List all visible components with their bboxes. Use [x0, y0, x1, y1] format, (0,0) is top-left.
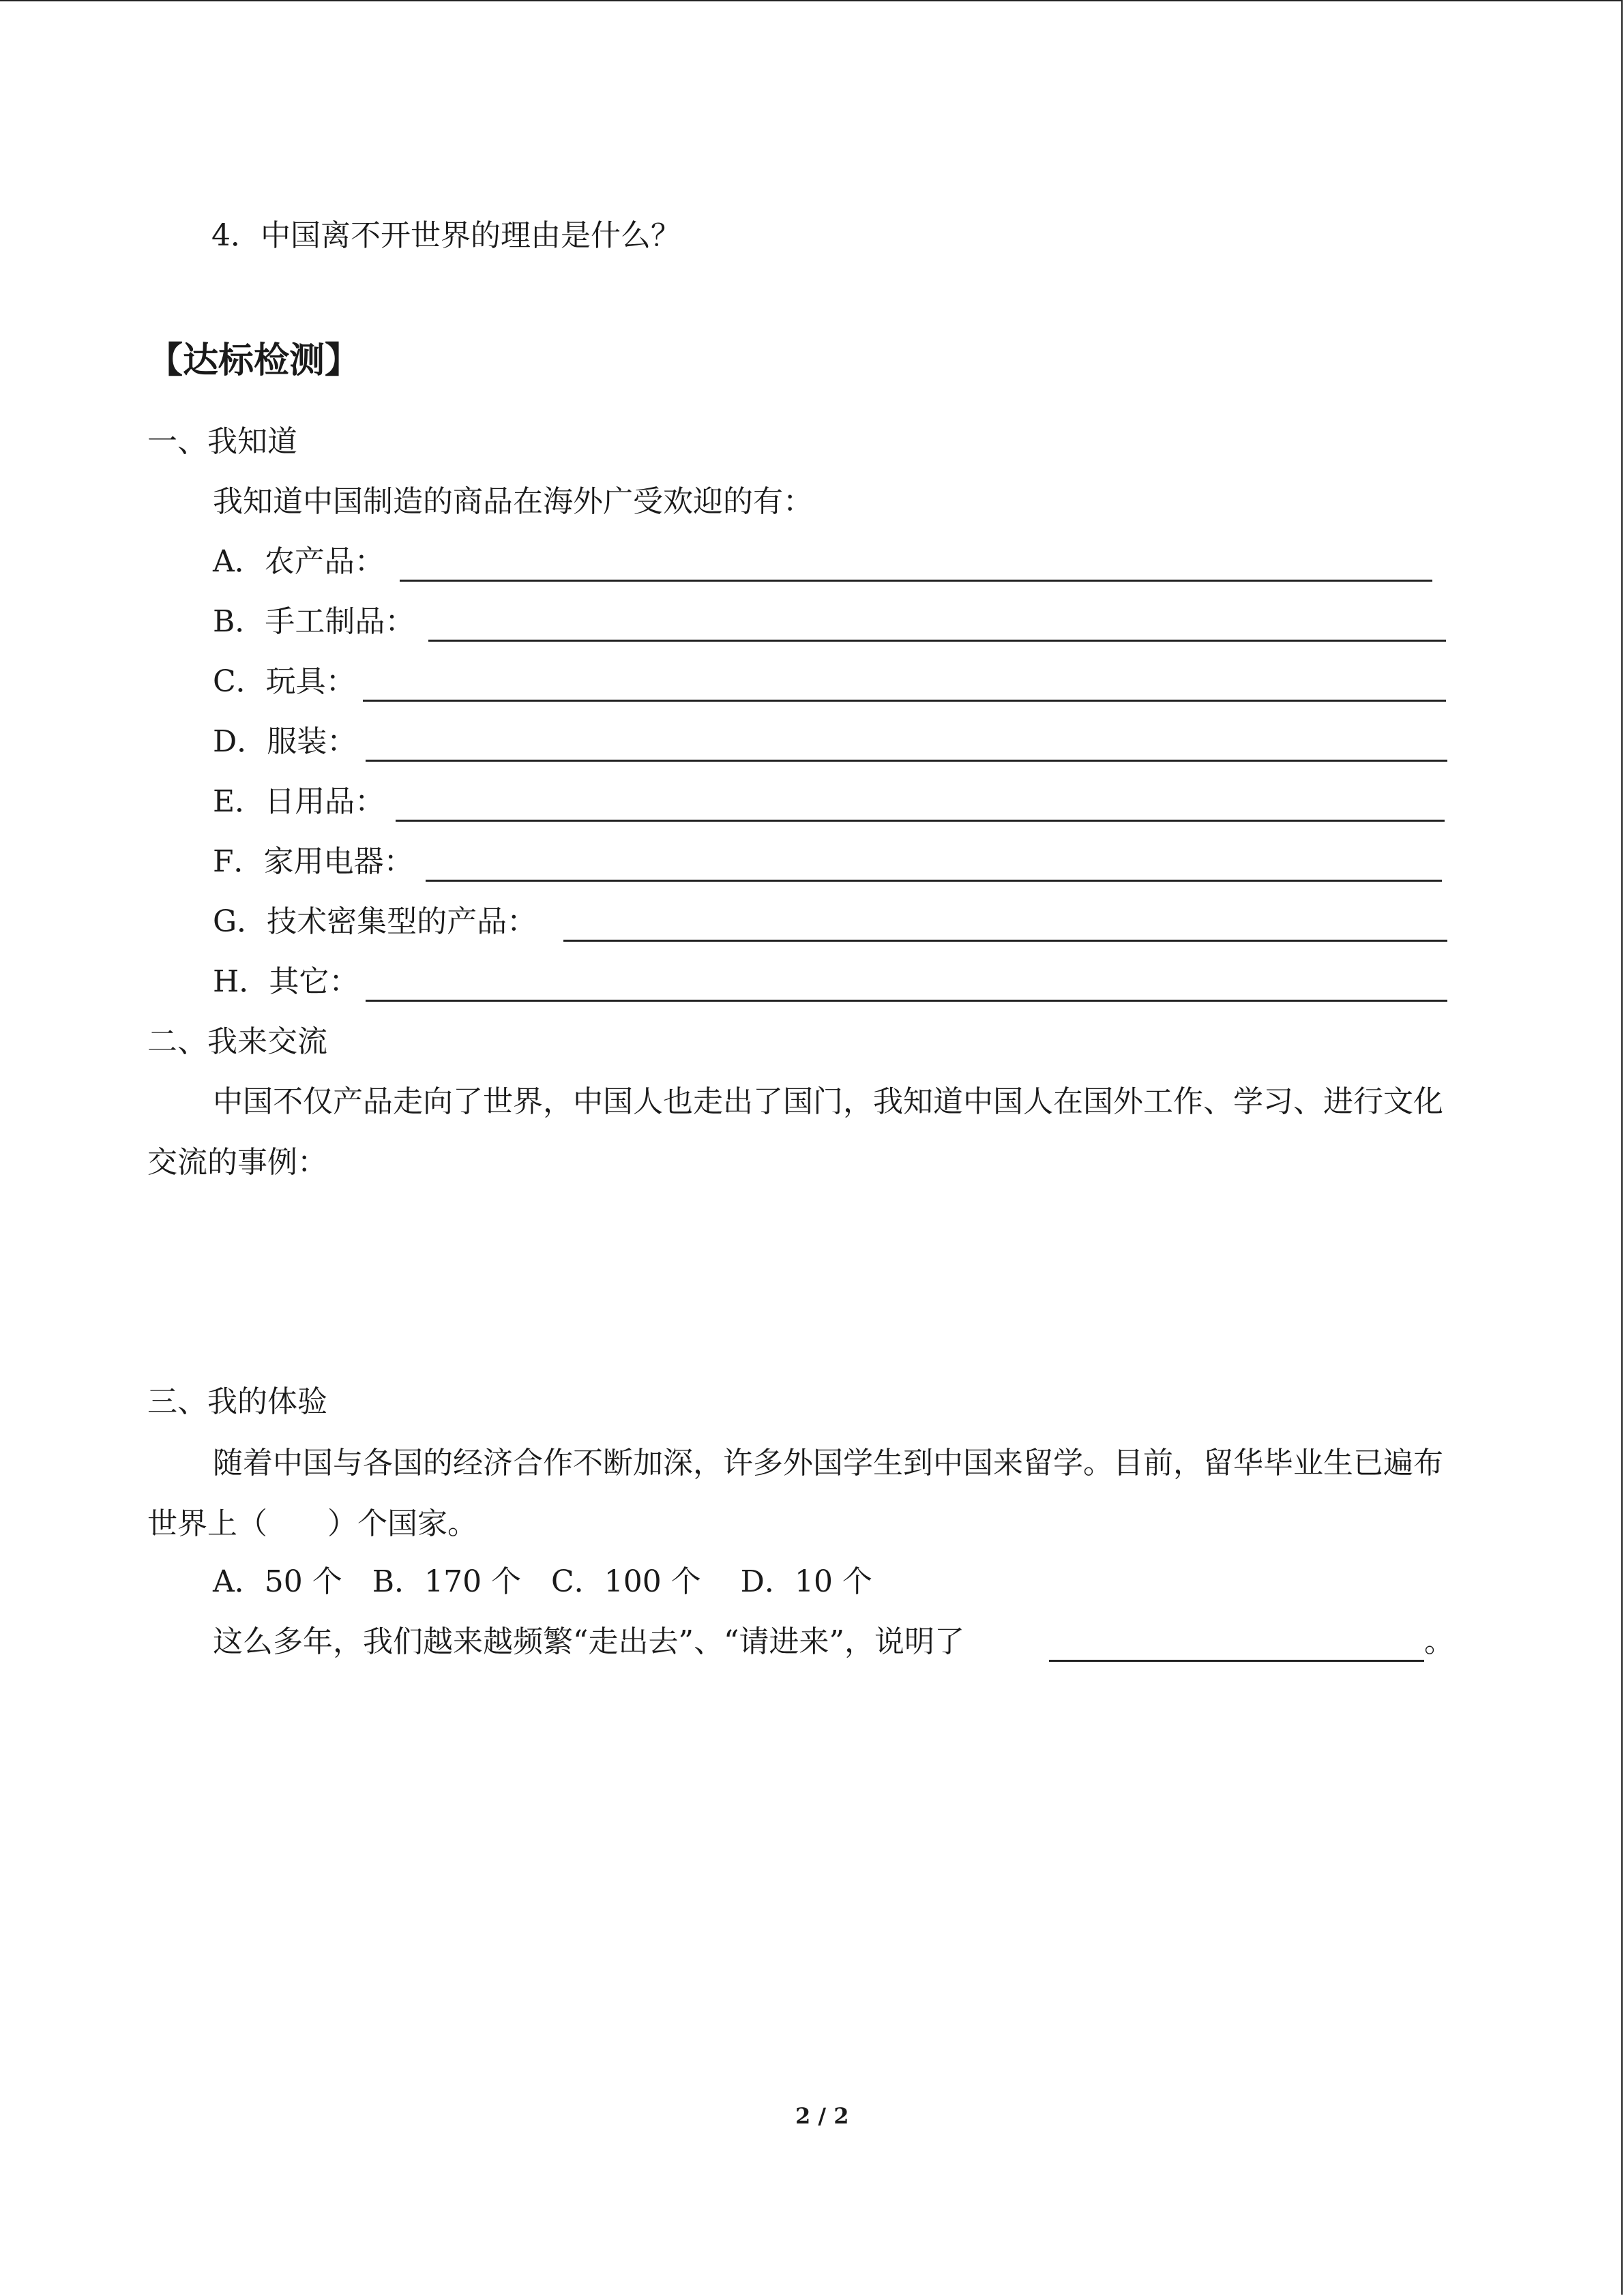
option-item: H．其它： [213, 964, 359, 999]
part3-title: 三、我的体验 [147, 1384, 327, 1419]
option-item: C．玩具： [213, 664, 356, 699]
answer-blank[interactable] [396, 820, 1445, 822]
question-4: 4．中国离不开世界的理由是什么？ [211, 218, 681, 253]
part3-text: 随着中国与各国的经济合作不断加深，许多外国学生到中国来留学。目前，留华毕业生已遍布世界上（ ）个国家。 [147, 1446, 1443, 1541]
answer-blank[interactable] [363, 700, 1446, 702]
option-item: A．农产品： [213, 544, 385, 579]
part3-options: A．50 个 B．170 个 C．100 个 D．10 个 [213, 1564, 872, 1599]
answer-blank[interactable] [1049, 1660, 1424, 1662]
section-title: 【达标检测】 [147, 340, 361, 381]
answer-blank[interactable] [563, 940, 1447, 942]
page-number: 2 / 2 [795, 2103, 849, 2129]
part2-text: 中国不仅产品走向了世界，中国人也走出了国门，我知道中国人在国外工作、学习、进行文化交流的事例： [147, 1084, 1443, 1180]
option-item: E．日用品： [213, 784, 385, 819]
part3-fill-prefix: 这么多年，我们越来越频繁“走出去”、“请进来”，说明了 [213, 1624, 964, 1659]
answer-blank[interactable] [366, 1000, 1447, 1002]
option-item: F．家用电器： [213, 844, 414, 879]
answer-blank[interactable] [400, 580, 1432, 582]
option-item: G．技术密集型的产品： [213, 904, 537, 939]
answer-blank[interactable] [428, 640, 1446, 642]
part1-title: 一、我知道 [147, 424, 297, 459]
option-item: B．手工制品： [213, 604, 415, 639]
option-item: D．服装： [213, 724, 357, 759]
part2-title: 二、我来交流 [147, 1024, 327, 1059]
part1-intro: 我知道中国制造的商品在海外广受欢迎的有： [213, 484, 813, 519]
part3-fill-suffix: 。 [1424, 1624, 1454, 1659]
answer-blank[interactable] [426, 880, 1442, 882]
answer-blank[interactable] [366, 760, 1447, 762]
